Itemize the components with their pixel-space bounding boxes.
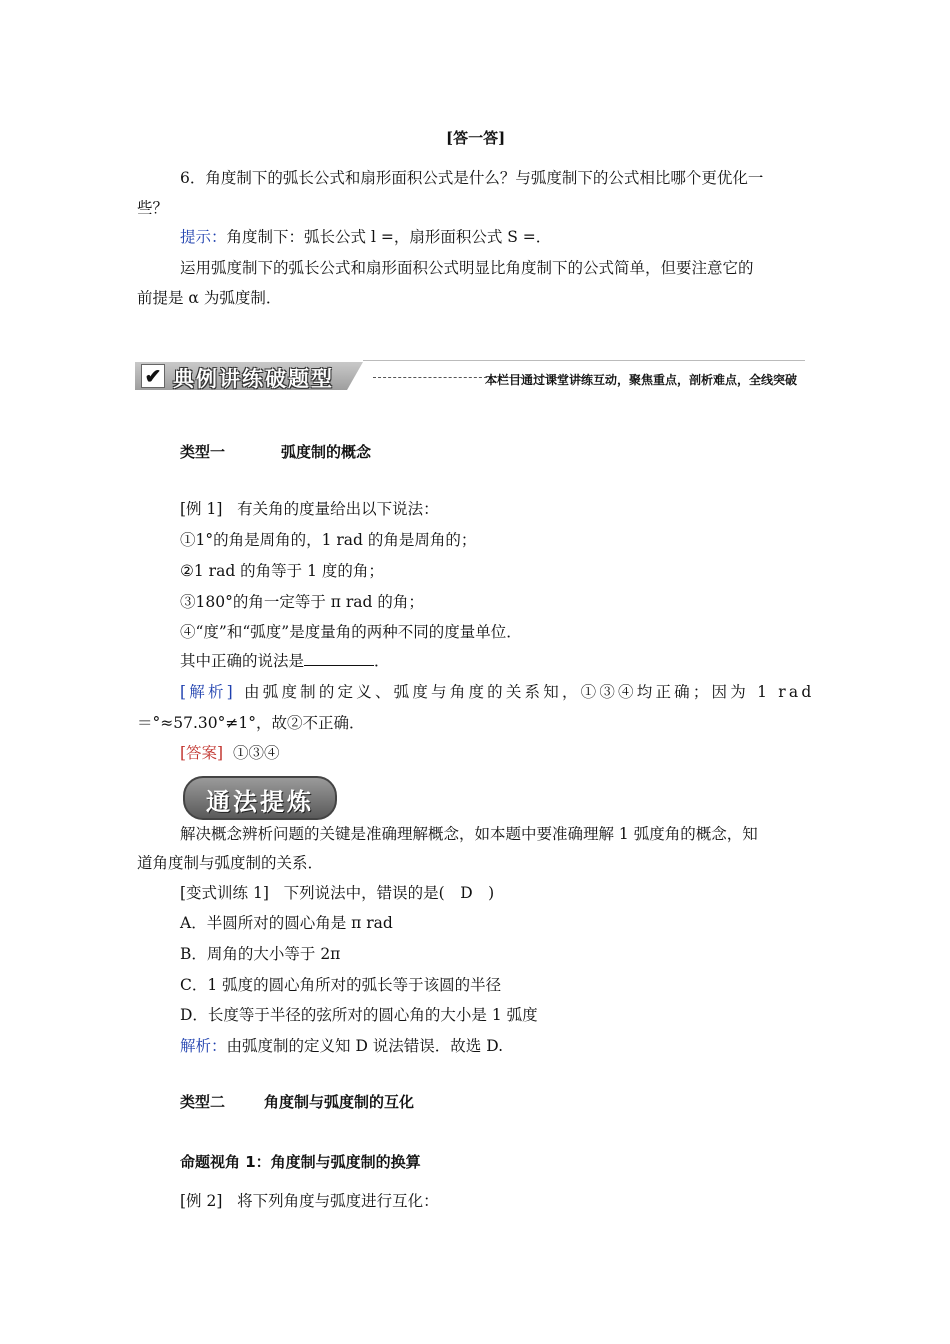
example1-analysis-row — [180, 680, 814, 702]
type1-title: 弧度制的概念 — [281, 443, 372, 461]
method-badge-label: 通法提炼 — [206, 788, 314, 816]
method-badge — [183, 776, 337, 820]
example1-answer-row — [180, 741, 279, 763]
variant1-option-c: C．1 弧度的圆心角所对的弧长等于该圆的半径 — [180, 976, 502, 994]
analysis-line-1: 由弧度制的定义、弧度与角度的关系知，①③④均正确；因为 1 rad — [244, 683, 815, 701]
example1-label: [例 1] — [180, 500, 223, 518]
example2-stem-row — [180, 1189, 439, 1211]
hint-text: 角度制下：弧长公式 l =，扇形面积公式 S =． — [226, 228, 552, 246]
variant1-option-a: A．半圆所对的圆心角是 π rad — [180, 914, 393, 932]
example1-item-1: ①1°的角是周角的，1 rad 的角是周角的； — [180, 531, 477, 549]
example1-analysis-line-2: ＝°≈57.30°≠1°，故②不正确． — [137, 714, 365, 732]
example2-stem: 将下列角度与弧度进行互化： — [237, 1192, 439, 1210]
variant1-analysis-row — [180, 1034, 503, 1056]
hint-row — [180, 225, 551, 247]
analysis-label: [解析] — [180, 683, 236, 701]
example1-stem: 有关角的度量给出以下说法： — [237, 500, 439, 518]
note-line-2: 前提是 α 为弧度制． — [137, 289, 282, 307]
variant1-option-b: B．周角的大小等于 2π — [180, 945, 341, 963]
banner-title: 典例讲练破题型 — [173, 367, 334, 391]
checkmark-icon: ✔ — [141, 364, 165, 388]
banner-top-rule — [363, 360, 805, 361]
variant1-stem: 下列说法中，错误的是( D ) — [283, 884, 495, 902]
answer-value: ①③④ — [232, 744, 280, 762]
variant1-stem-row — [180, 881, 494, 903]
example1-item-3: ③180°的角一定等于 π rad 的角； — [180, 593, 424, 611]
section-title: [答一答] — [446, 129, 506, 147]
question-6-line-2: 些？ — [137, 199, 169, 217]
method-line-1: 解决概念辨析问题的关键是准确理解概念，如本题中要准确理解 1 弧度角的概念，知 — [180, 825, 758, 843]
variant1-label: [变式训练 1] — [180, 884, 269, 902]
example1-stem-row — [180, 497, 439, 519]
variant1-analysis-label: 解析： — [180, 1037, 227, 1055]
type2-label: 类型二 — [180, 1093, 226, 1111]
variant1-option-d: D．长度等于半径的弦所对的圆心角的大小是 1 弧度 — [180, 1006, 538, 1024]
question-6-line-1: 6．角度制下的弧长公式和扇形面积公式是什么？与弧度制下的公式相比哪个更优化一 — [180, 169, 764, 187]
example1-question — [180, 649, 390, 671]
method-line-2: 道角度制与弧度制的关系． — [137, 854, 324, 872]
example1-question-end: ． — [374, 652, 390, 670]
note-line-1: 运用弧度制下的弧长公式和扇形面积公式明显比角度制下的公式简单，但要注意它的 — [180, 259, 754, 277]
example1-item-2: ②1 rad 的角等于 1 度的角； — [180, 562, 384, 580]
banner-slogan: 本栏目通过课堂讲练互动，聚焦重点，剖析难点，全线突破 — [485, 373, 798, 387]
example2-label: [例 2] — [180, 1192, 223, 1210]
variant1-analysis: 由弧度制的定义知 D 说法错误．故选 D. — [226, 1037, 504, 1055]
example1-item-4: ④“度”和“弧度”是度量角的两种不同的度量单位． — [180, 623, 522, 641]
subtopic-heading: 命题视角 1：角度制与弧度制的换算 — [180, 1153, 421, 1171]
section-banner — [135, 358, 805, 394]
hint-label: 提示： — [180, 228, 227, 246]
example1-question-text: 其中正确的说法是 — [180, 652, 305, 670]
type1-label: 类型一 — [180, 443, 226, 461]
answer-blank — [304, 651, 374, 666]
answer-label: [答案] — [180, 744, 224, 762]
type2-title: 角度制与弧度制的互化 — [264, 1093, 415, 1111]
